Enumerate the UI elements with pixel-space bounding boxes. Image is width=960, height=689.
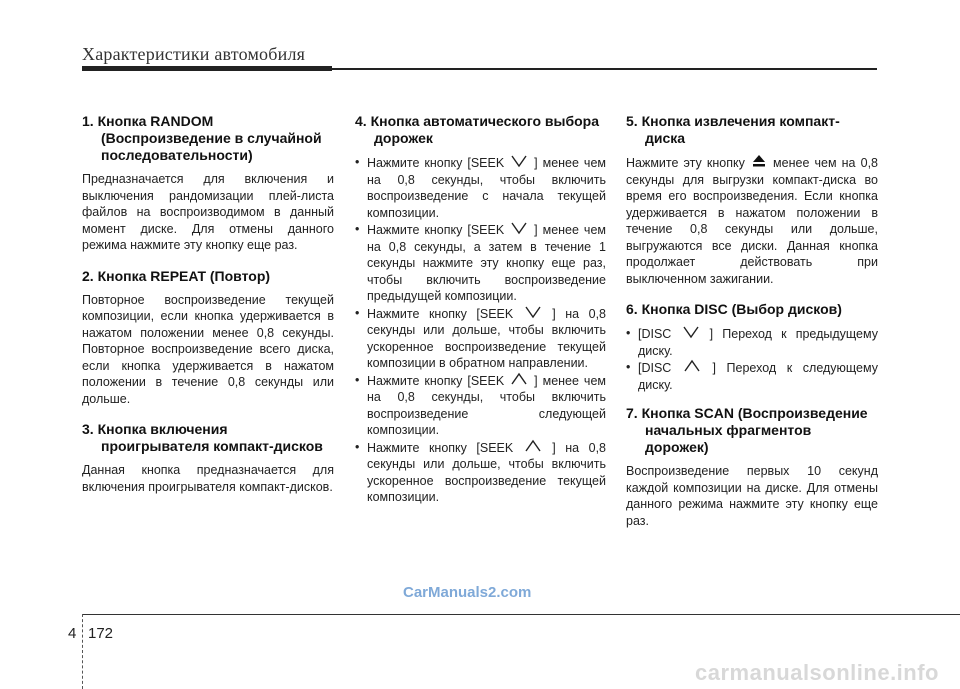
column-3 bbox=[626, 113, 878, 543]
seek-bullet-3 bbox=[355, 305, 606, 372]
seek-bullet-4-pre: Нажмите кнопку [SEEK bbox=[367, 373, 505, 388]
seek-bullet-2-pre: Нажмите кнопку [SEEK bbox=[367, 223, 505, 237]
section-disc-title: 6. Кнопка DISC (Выбор дисков) bbox=[626, 301, 842, 317]
seek-bullet-3-pre: Нажмите кнопку [SEEK bbox=[367, 306, 514, 321]
page-header-title: Характеристики автомобиля bbox=[82, 44, 306, 64]
eject-text-post: менее чем на 0,8 секунды для выгрузки компакт-диска во время его воспроизведения. Если кнопка удерживается в нажатом положении в течение 0,8 секунды или дольше, выгружаются все диски. Данная кнопка продолжает действовать при выключенном зажигании. bbox=[626, 156, 878, 286]
section-random-text: Предназначается для включения и выключения рандомизации плей-листа файлов на воспроизводимом в данный момент диске. Для отмены данного режима нажмите эту кнопку еще раз. bbox=[82, 172, 334, 252]
page-number: 172 bbox=[88, 625, 114, 642]
seek-bullet-3-post: ] на 0,8 секунды или дольше, чтобы включить ускоренное воспроизведение текущей композиции в обратном направлении. bbox=[367, 306, 606, 370]
chevron-down-icon bbox=[683, 325, 699, 339]
seek-bullet-4-post: ] менее чем на 0,8 секунды, чтобы включить воспроизведение следующей композиции. bbox=[367, 373, 606, 437]
section-random-title: 1. Кнопка RANDOM (Воспроизведение в случайной последовательности) bbox=[82, 113, 322, 163]
disc-bullet-list bbox=[626, 325, 878, 393]
chevron-up-icon bbox=[525, 439, 541, 453]
chapter-number: 4 bbox=[68, 625, 77, 642]
section-repeat-title: 2. Кнопка REPEAT (Повтор) bbox=[82, 267, 271, 284]
section-cd-power-text: Данная кнопка предназначается для включения проигрывателя компакт-дисков. bbox=[82, 463, 334, 494]
seek-bullet-5 bbox=[355, 439, 606, 506]
seek-bullet-1-pre: Нажмите кнопку [SEEK bbox=[367, 156, 505, 170]
chevron-up-icon bbox=[684, 359, 700, 373]
column-2 bbox=[355, 113, 606, 518]
chevron-up-icon bbox=[511, 372, 527, 386]
site-watermark: carmanualsonline.info bbox=[695, 660, 939, 685]
chevron-down-icon bbox=[511, 221, 527, 235]
seek-bullet-5-pre: Нажмите кнопку [SEEK bbox=[367, 440, 514, 455]
section-seek-title: 4. Кнопка автоматического выбора дорожек bbox=[355, 113, 600, 146]
disc-bullet-2-post: ] Переход к следующему диску. bbox=[638, 361, 878, 392]
section-scan-text: Воспроизведение первых 10 секунд каждой композиции на диске. Для отмены данного режима нажмите эту кнопку еще раз. bbox=[626, 464, 878, 528]
seek-bullet-2 bbox=[355, 221, 606, 305]
header-rule-thick bbox=[82, 66, 332, 71]
disc-bullet-2 bbox=[626, 359, 878, 393]
seek-bullet-5-post: ] на 0,8 секунды или дольше, чтобы включить ускоренное воспроизведение текущей композиции. bbox=[367, 440, 606, 504]
section-repeat-text: Повторное воспроизведение текущей композиции, если кнопка удерживается в нажатом положении менее 0,8 секунды. Повторное воспроизведение всего диска, если кнопка удерживается в нажатом положении в течение 0,8 секунды или дольше. bbox=[82, 292, 334, 406]
eject-text-pre: Нажмите эту кнопку bbox=[626, 156, 745, 170]
disc-bullet-1-pre: [DISC bbox=[638, 327, 672, 341]
disc-bullet-1 bbox=[626, 325, 878, 359]
disc-bullet-2-pre: [DISC bbox=[638, 361, 672, 375]
footer-divider bbox=[82, 614, 83, 689]
seek-bullet-4 bbox=[355, 372, 606, 439]
chevron-down-icon bbox=[525, 305, 541, 319]
column-1 bbox=[82, 113, 334, 509]
section-scan-title: 7. Кнопка SCAN (Воспроизведение начальных фрагментов дорожек) bbox=[626, 405, 868, 455]
seek-bullet-1 bbox=[355, 154, 606, 221]
eject-icon bbox=[752, 154, 766, 168]
seek-bullet-list bbox=[355, 154, 606, 506]
seek-bullet-1-post: ] менее чем на 0,8 секунды, чтобы включить воспроизведение с начала текущей композиции. bbox=[367, 156, 606, 220]
seek-bullet-2-post: ] менее чем на 0,8 секунды, а затем в течение 1 секунды нажмите эту кнопку еще раз, чтобы включить воспроизведение предыдущей композиции. bbox=[367, 223, 606, 303]
watermark-logo: CarManuals2.com bbox=[403, 584, 532, 601]
header-rule-thin bbox=[332, 68, 877, 70]
disc-bullet-1-post: ] Переход к предыдущему диску. bbox=[638, 327, 878, 358]
chevron-down-icon bbox=[511, 154, 527, 168]
section-cd-power-title: 3. Кнопка включения проигрывателя компакт-дисков bbox=[82, 421, 323, 454]
section-eject-title: 5. Кнопка извлечения компакт-диска bbox=[626, 113, 840, 146]
section-eject-text bbox=[626, 154, 878, 287]
footer-rule bbox=[82, 614, 960, 615]
